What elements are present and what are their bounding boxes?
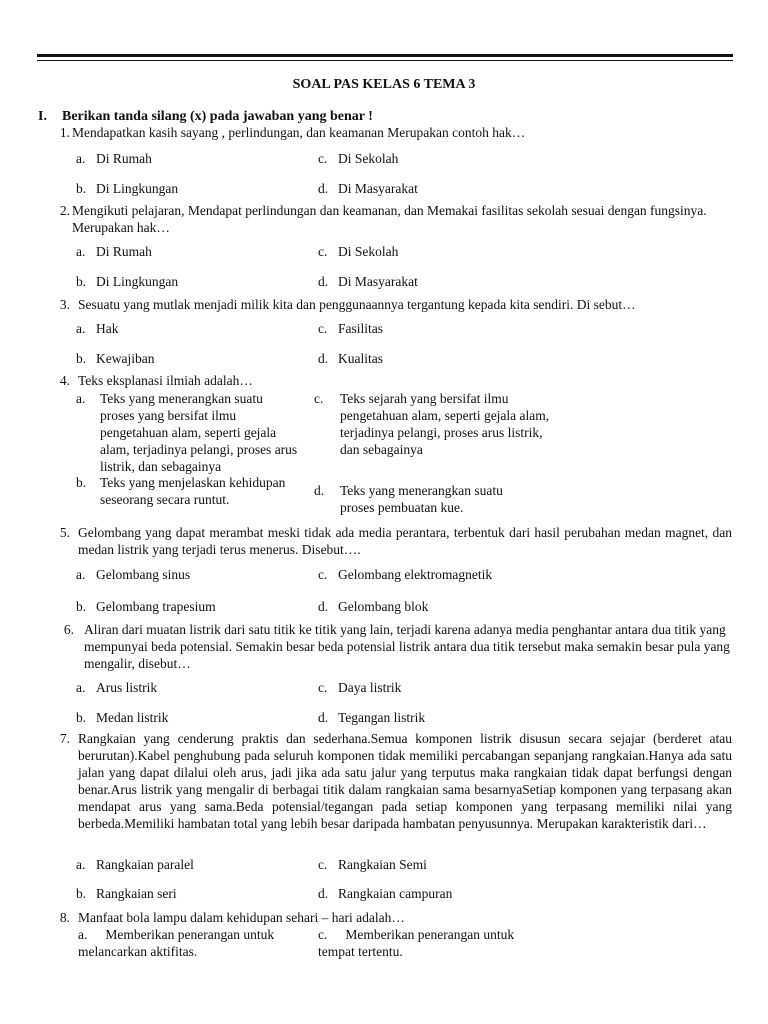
option-letter: c. [318, 680, 328, 695]
option-c[interactable] [318, 856, 427, 873]
option-text: Gelombang trapesium [96, 599, 216, 614]
option-d[interactable] [318, 273, 418, 290]
option-a[interactable] [76, 566, 190, 583]
question-number: 1. [59, 125, 70, 140]
option-text: Di Masyarakat [338, 274, 418, 289]
option-text: Hak [96, 321, 119, 336]
option-letter: c. [318, 321, 328, 336]
option-a[interactable] [76, 150, 152, 167]
option-text: Teks sejarah yang bersifat ilmu pengetahuan alam, seperti gejala alam, terjadinya pelangi, proses arus listrik, dan sebagainya [340, 391, 550, 457]
question-number: 4. [59, 373, 70, 388]
option-d[interactable] [318, 180, 418, 197]
option-letter: a. [76, 321, 86, 336]
option-c[interactable] [318, 679, 401, 696]
question-text: Teks eksplanasi ilmiah adalah… [78, 373, 253, 388]
option-letter: c. [314, 391, 324, 406]
option-text: Gelombang sinus [96, 567, 191, 582]
question-number: 3. [59, 297, 70, 312]
option-c[interactable] [318, 243, 398, 260]
option-text: Rangkaian campuran [338, 886, 453, 901]
option-letter: a. [78, 927, 88, 942]
question-text: Mendapatkan kasih sayang , perlindungan, dan keamanan Merupakan contoh hak… [72, 125, 526, 140]
option-letter: b. [76, 274, 87, 289]
section-instruction: Berikan tanda silang (x) pada jawaban yang benar ! [62, 109, 373, 124]
page-title: SOAL PAS KELAS 6 TEMA 3 [292, 77, 476, 92]
option-letter: c. [318, 927, 328, 942]
option-text: Memberikan penerangan untuk tempat tertentu. [318, 927, 515, 959]
question-text: Manfaat bola lampu dalam kehidupan sehari – hari adalah… [78, 910, 405, 925]
option-text: Fasilitas [338, 321, 384, 336]
question-text: Rangkaian yang cenderung praktis dan sederhana.Semua komponen listrik disusun secara sejajar (berderet atau berurutan).Kabel penghubung pada seluruh komponen tidak memiliki percabangan sepanjang rangkaian.Hanya ada satu jalan yang dapat dilalui oleh arus, jadi jika ada satu jalur yang terputus maka rangkaian tidak dapat berfungsi dengan benar.Arus listrik yang mengalir di berbagai titik dalam rangkaian sama besarnyaSetiap komponen yang terpasang akan mendapat arus yang sama.Beda potensial/tegangan pada setiap komponen yang terpasang memiliki nilai yang berbeda.Memiliki hambatan total yang lebih besar daripada hambatan penyusunnya. Merupakan karakteristik dari… [78, 731, 732, 831]
question-number: 5. [59, 525, 70, 540]
option-text: Di Rumah [96, 244, 152, 259]
option-letter: d. [318, 181, 329, 196]
header-rule-thick [37, 54, 733, 57]
option-text: Teks yang menerangkan suatu proses yang bersifat ilmu pengetahuan alam, seperti gejala alam, terjadinya pelangi, proses arus listrik, dan sebagainya [100, 391, 298, 474]
option-c[interactable] [318, 150, 398, 167]
option-text: Teks yang menjelaskan kehidupan seseorang secara runtut. [100, 475, 286, 507]
section-heading [38, 108, 373, 125]
option-letter: a. [76, 151, 86, 166]
question-text: Aliran dari muatan listrik dari satu titik ke titik yang lain, terjadi karena adanya media penghantar antara dua titik yang mempunyai beda potensial. Semakin besar beda potensial listrik antara dua titik tersebut maka semakin besar pula yang mengalir, disebut… [84, 622, 730, 671]
option-text: Rangkaian seri [96, 886, 177, 901]
question-number: 8. [59, 910, 70, 925]
option-b[interactable] [76, 180, 178, 197]
option-letter: d. [314, 483, 325, 498]
question-text: Sesuatu yang mutlak menjadi milik kita dan penggunaannya tergantung kepada kita sendiri. Di sebut… [78, 297, 636, 312]
option-letter: c. [318, 151, 328, 166]
option-letter: a. [76, 244, 86, 259]
option-letter: d. [318, 599, 329, 614]
option-d[interactable] [318, 709, 425, 726]
option-text: Kualitas [338, 351, 383, 366]
option-text: Memberikan penerangan untuk melancarkan aktifitas. [78, 927, 275, 959]
option-a[interactable] [76, 320, 119, 337]
option-text: Kewajiban [96, 351, 155, 366]
option-letter: c. [318, 857, 328, 872]
option-text: Di Rumah [96, 151, 152, 166]
question-text: Mengikuti pelajaran, Mendapat perlindungan dan keamanan, dan Memakai fasilitas sekolah sesuai dengan fungsinya. Merupakan hak… [72, 203, 707, 235]
option-text: Tegangan listrik [338, 710, 426, 725]
section-number: I. [38, 109, 47, 124]
question-number: 2. [59, 203, 70, 218]
option-letter: d. [318, 274, 329, 289]
option-text: Di Lingkungan [96, 181, 179, 196]
option-d[interactable] [318, 885, 452, 902]
option-text: Di Sekolah [338, 151, 399, 166]
option-letter: a. [76, 680, 86, 695]
option-letter: b. [76, 710, 87, 725]
option-text: Arus listrik [96, 680, 158, 695]
option-b[interactable] [76, 885, 177, 902]
option-text: Rangkaian Semi [338, 857, 427, 872]
option-b[interactable] [76, 350, 154, 367]
option-d[interactable] [318, 598, 428, 615]
option-b[interactable] [76, 273, 178, 290]
option-letter: b. [76, 475, 87, 490]
option-letter: c. [318, 567, 328, 582]
option-a[interactable] [78, 926, 308, 960]
option-letter: b. [76, 599, 87, 614]
option-c[interactable] [318, 566, 492, 583]
question-text: Gelombang yang dapat merambat meski tidak ada media perantara, terbentuk dari hasil perubahan medan magnet, dan medan listrik yang terjadi terus menerus. Disebut…. [78, 525, 732, 557]
option-text: Di Lingkungan [96, 274, 179, 289]
option-letter: a. [76, 567, 86, 582]
option-letter: b. [76, 351, 87, 366]
option-b[interactable] [76, 709, 168, 726]
header-rule-thin [37, 60, 733, 61]
option-letter: d. [318, 710, 329, 725]
option-text: Rangkaian paralel [96, 857, 194, 872]
option-letter: b. [76, 181, 87, 196]
option-text: Teks yang menerangkan suatu proses pembuatan kue. [340, 483, 503, 515]
option-letter: c. [318, 244, 328, 259]
option-a[interactable] [76, 243, 152, 260]
option-letter: a. [76, 857, 86, 872]
option-letter: a. [76, 391, 86, 406]
option-d[interactable] [318, 350, 383, 367]
option-text: Gelombang blok [338, 599, 429, 614]
option-text: Daya listrik [338, 680, 402, 695]
option-b[interactable] [76, 598, 216, 615]
option-letter: b. [76, 886, 87, 901]
question-number: 6. [63, 622, 74, 637]
option-text: Gelombang elektromagnetik [338, 567, 493, 582]
option-c[interactable] [318, 926, 550, 960]
option-a[interactable] [76, 679, 157, 696]
option-a[interactable] [76, 856, 194, 873]
option-letter: d. [318, 886, 329, 901]
option-c[interactable] [318, 320, 383, 337]
question-number: 7. [59, 731, 70, 746]
option-text: Medan listrik [96, 710, 169, 725]
option-text: Di Sekolah [338, 244, 399, 259]
option-text: Di Masyarakat [338, 181, 418, 196]
option-letter: d. [318, 351, 329, 366]
